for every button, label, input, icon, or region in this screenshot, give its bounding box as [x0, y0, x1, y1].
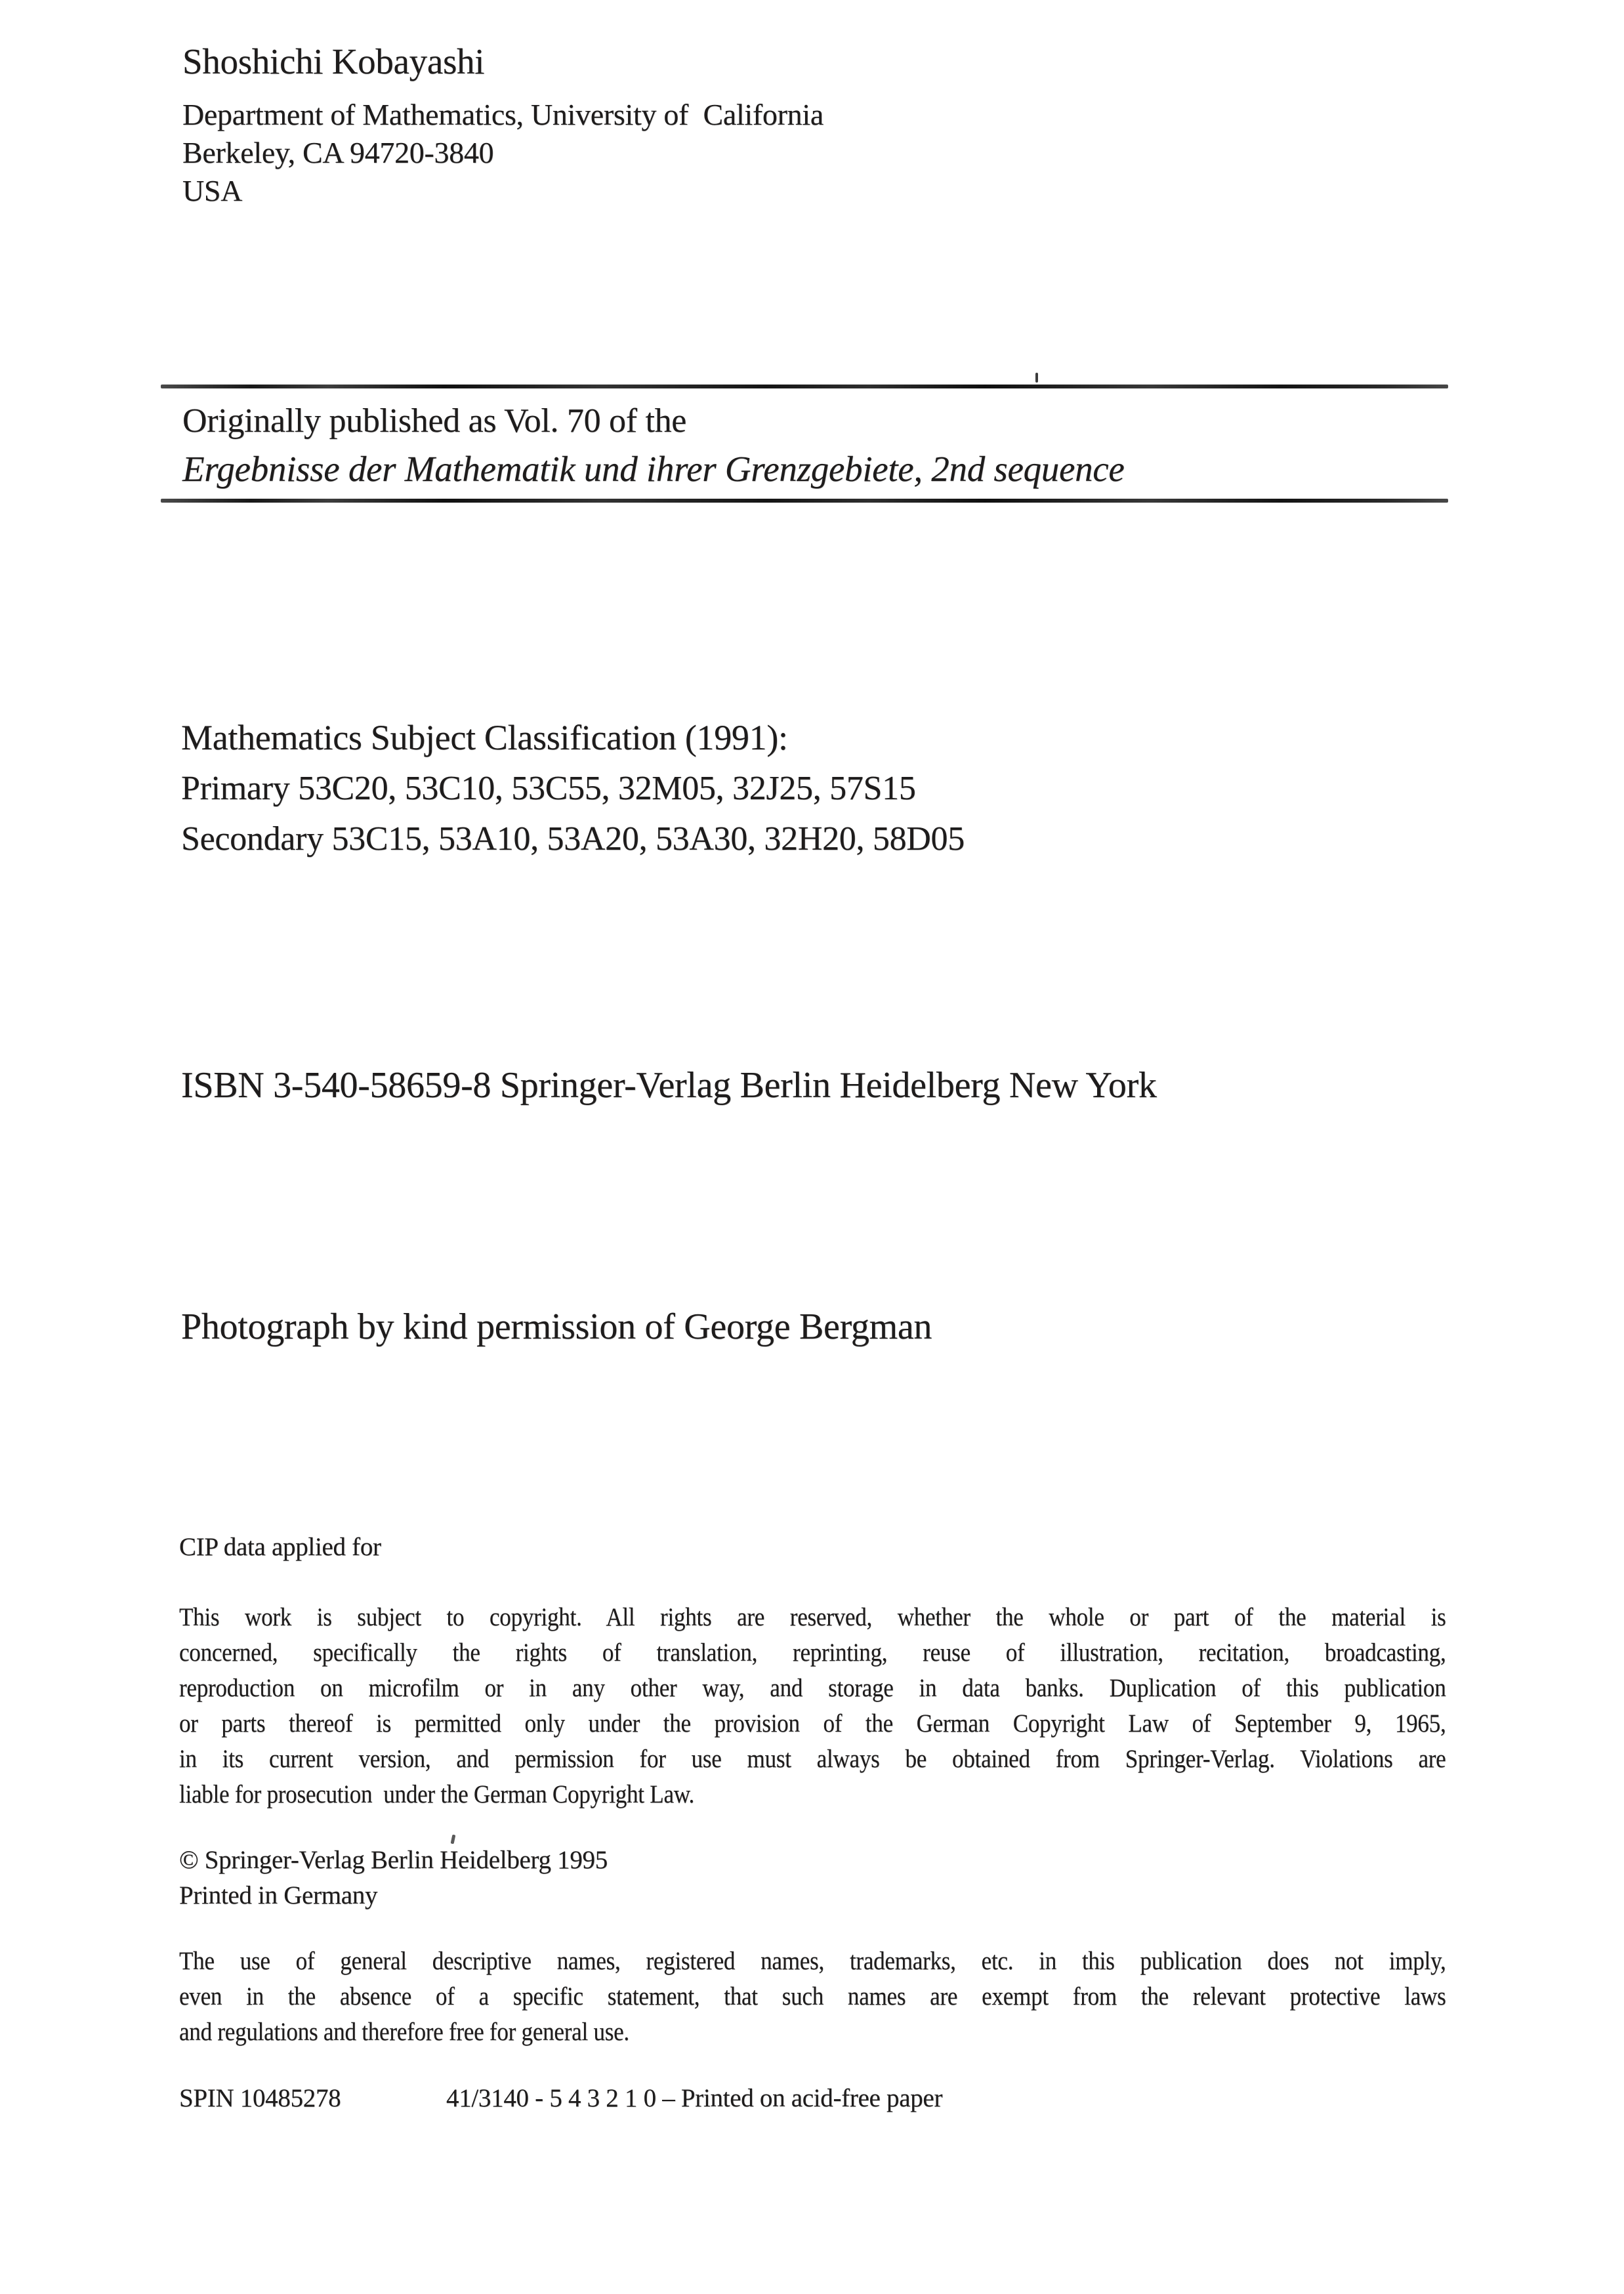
scan-artifact-tick: [1035, 373, 1038, 383]
trademark-line: even in the absence of a specific statement, that such names are exempt from the relevant protective laws: [179, 1982, 1446, 2011]
copyright-line: concerned, specifically the rights of translation, reprinting, reuse of illustration, recitation, broadcasting,: [179, 1638, 1446, 1667]
msc-secondary: Secondary 53C15, 53A10, 53A20, 53A30, 32H20, 58D05: [181, 820, 965, 858]
horizontal-rule-top: [161, 385, 1448, 388]
msc-block: [181, 713, 965, 864]
isbn-line: ISBN 3-540-58659-8 Springer-Verlag Berlin Heidelberg New York: [181, 1065, 1157, 1106]
printed-in: Printed in Germany: [179, 1881, 378, 1909]
msc-primary: Primary 53C20, 53C10, 53C55, 32M05, 32J25, 57S15: [181, 770, 916, 807]
copyright-line: or parts thereof is permitted only under the provision of the German Copyright Law of September 9, 1965,: [179, 1709, 1446, 1738]
horizontal-rule-bottom: [161, 499, 1448, 503]
series-note: [182, 397, 1125, 493]
photo-credit: Photograph by kind permission of George Bergman: [181, 1306, 932, 1347]
author-affiliation-block: [182, 96, 823, 210]
copyright-paragraph: [179, 1600, 1446, 1812]
series-note-line2: Ergebnisse der Mathematik und ihrer Grenzgebiete, 2nd sequence: [182, 449, 1125, 489]
copyright-line: in its current version, and permission for use must always be obtained from Springer-Verlag. Violations are: [179, 1745, 1446, 1773]
imprint-block: [179, 1843, 608, 1913]
trademark-line: The use of general descriptive names, registered names, trademarks, etc. in this publication does not imply,: [179, 1947, 1446, 1975]
author-name: Shoshichi Kobayashi: [182, 41, 485, 81]
series-note-line1: Originally published as Vol. 70 of the: [182, 402, 687, 440]
spin-number: SPIN 10485278: [179, 2084, 341, 2112]
trademark-paragraph: [179, 1944, 1446, 2050]
cip-note: CIP data applied for: [179, 1533, 381, 1561]
author-department: Department of Mathematics, University of California: [182, 98, 823, 131]
copyright-line: liable for prosecution under the German Copyright Law.: [179, 1780, 695, 1808]
msc-heading: Mathematics Subject Classification (1991):: [181, 718, 788, 757]
copyright-notice: © Springer-Verlag Berlin Heidelberg 1995: [179, 1846, 608, 1874]
author-country: USA: [182, 174, 243, 207]
author-address: Berkeley, CA 94720-3840: [182, 136, 494, 169]
copyright-line: reproduction on microfilm or in any other way, and storage in data banks. Duplication of this publication: [179, 1674, 1446, 1702]
printing-code: 41/3140 - 5 4 3 2 1 0 – Printed on acid-free paper: [446, 2084, 943, 2112]
trademark-line: and regulations and therefore free for general use.: [179, 2018, 629, 2046]
copyright-line: This work is subject to copyright. All rights are reserved, whether the whole or part of the material is: [179, 1603, 1446, 1631]
